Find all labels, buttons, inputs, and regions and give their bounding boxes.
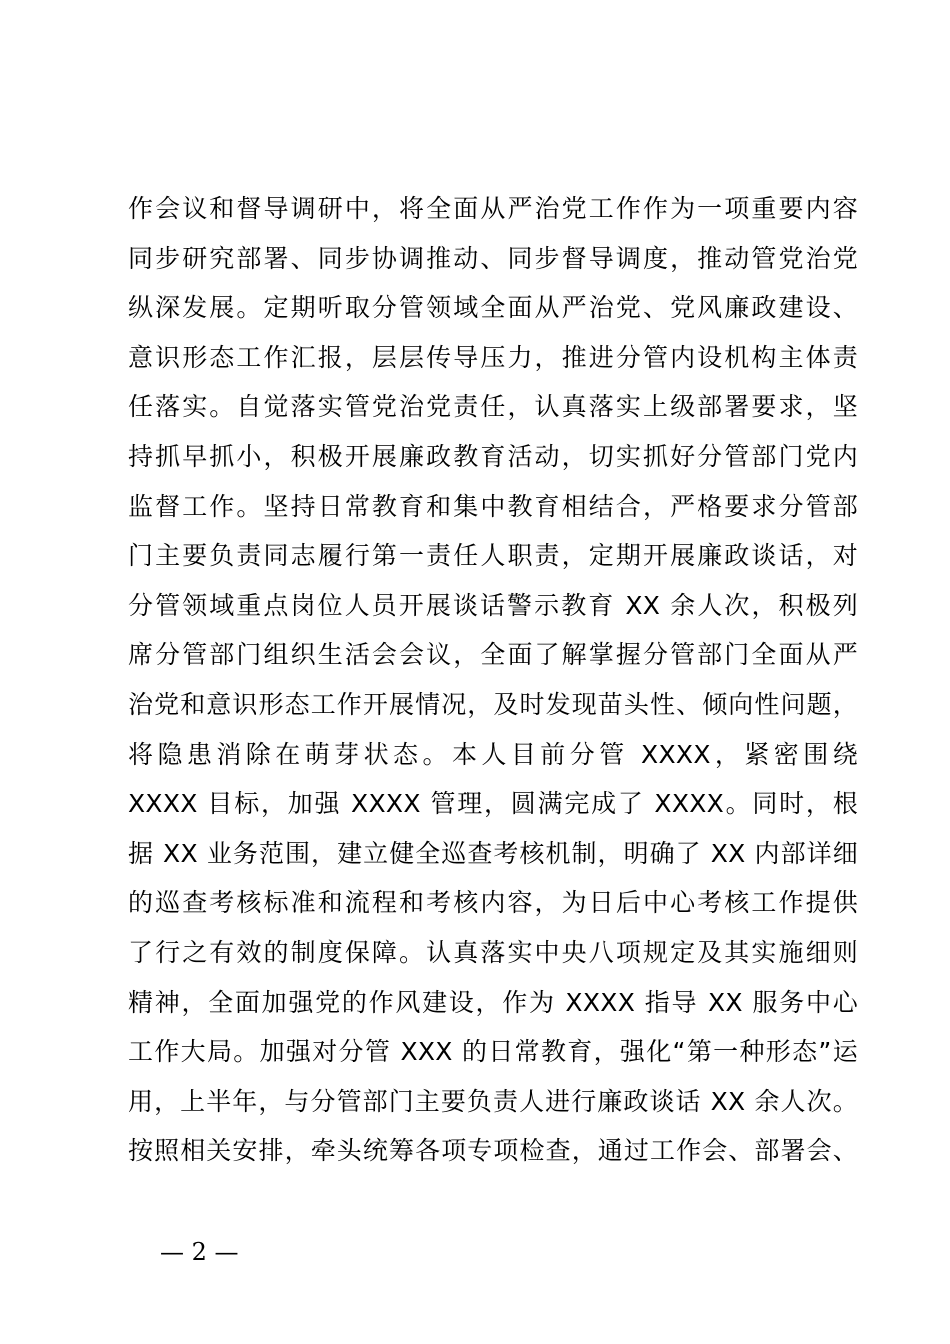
text-line: 据 XX 业务范围，建立健全巡查考核机制，明确了 XX 内部详细 [128, 838, 858, 868]
text-line: 工作大局。加强对分管 XXX 的日常教育，强化“第一种形态”运 [128, 1037, 858, 1067]
text-line: 的巡查考核标准和流程和考核内容，为日后中心考核工作提供 [128, 888, 858, 918]
text-line: 治党和意识形态工作开展情况，及时发现苗头性、倾向性问题， [128, 689, 858, 719]
body-text [128, 184, 858, 1176]
text-line: 同步研究部署、同步协调推动、同步督导调度，推动管党治党 [128, 243, 858, 273]
text-line: XXXX 目标，加强 XXXX 管理，圆满完成了 XXXX。同时，根 [128, 789, 858, 819]
text-line: 将隐患消除在萌芽状态。本人目前分管 XXXX，紧密围绕 [128, 739, 858, 769]
text-line: 监督工作。坚持日常教育和集中教育相结合，严格要求分管部 [128, 491, 858, 521]
text-line: 任落实。自觉落实管党治党责任，认真落实上级部署要求，坚 [128, 392, 858, 422]
text-line: 作会议和督导调研中，将全面从严治党工作作为一项重要内容 [128, 194, 858, 223]
text-line: 按照相关安排，牵头统筹各项专项检查，通过工作会、部署会、 [128, 1136, 858, 1166]
text-line: 用，上半年，与分管部门主要负责人进行廉政谈话 XX 余人次。 [128, 1086, 858, 1116]
text-line: 席分管部门组织生活会会议，全面了解掌握分管部门全面从严 [128, 640, 858, 670]
text-line: 纵深发展。定期听取分管领域全面从严治党、党风廉政建设、 [128, 293, 858, 323]
text-line: 精神，全面加强党的作风建设，作为 XXXX 指导 XX 服务中心 [128, 987, 858, 1017]
page-number: — 2 — [160, 1238, 239, 1266]
text-line: 意识形态工作汇报，层层传导压力，推进分管内设机构主体责 [128, 342, 858, 372]
text-line: 门主要负责同志履行第一责任人职责，定期开展廉政谈话，对 [128, 541, 858, 571]
text-line: 分管领域重点岗位人员开展谈话警示教育 XX 余人次，积极列 [128, 590, 858, 620]
text-line: 持抓早抓小，积极开展廉政教育活动，切实抓好分管部门党内 [128, 441, 858, 471]
text-line: 了行之有效的制度保障。认真落实中央八项规定及其实施细则 [128, 937, 858, 967]
